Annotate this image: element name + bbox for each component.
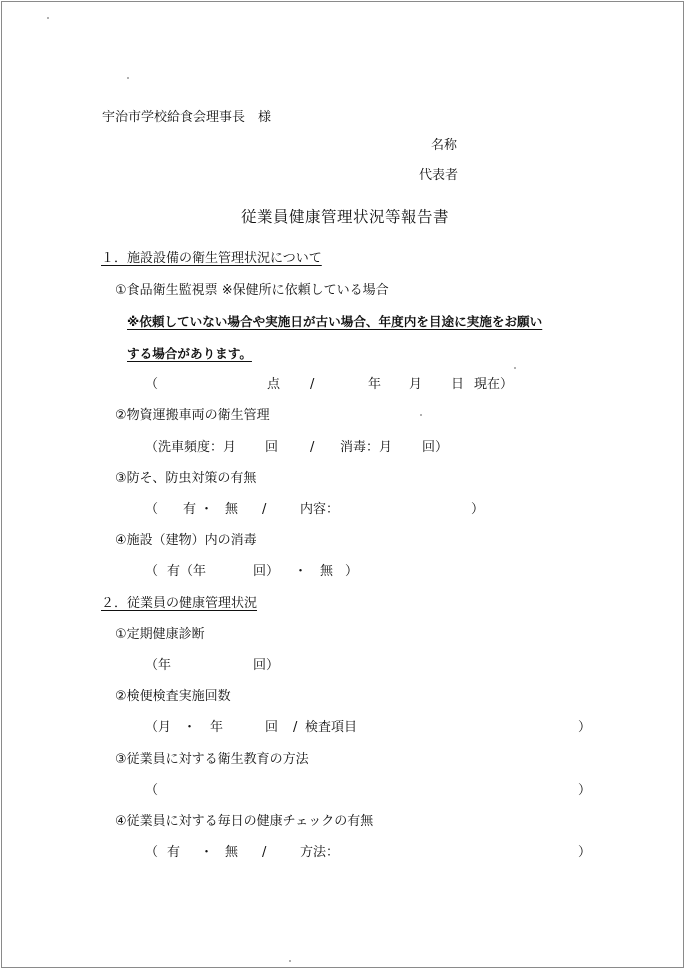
s2-item1-year-open: （年 [145, 658, 172, 673]
document-title: 従業員健康管理状況等報告書 [241, 208, 450, 226]
s1-item4-label: ④施設（建物）内の消毒 [115, 533, 257, 548]
s1-item3-no: 無 [225, 502, 239, 517]
s2-item4-open: （ [145, 845, 159, 860]
s1-item4-times-close: 回） [253, 564, 280, 579]
sender-rep-label: 代表者 [419, 168, 459, 183]
sender-name-label: 名称 [431, 138, 458, 153]
s2-item3-open: （ [145, 783, 159, 798]
s1-item1-slash: / [310, 377, 315, 392]
s1-item3-dot: ・ [200, 502, 214, 517]
s1-item3-yes: 有 [183, 502, 197, 517]
section1-heading: １．施設設備の衛生管理状況について [101, 251, 322, 266]
s1-item1-current: 現在） [474, 377, 514, 392]
scan-speck [47, 17, 49, 19]
scan-speck [127, 77, 129, 79]
addressee: 宇治市学校給食会理事長 様 [102, 110, 272, 125]
s2-item2-items: 検査項目 [305, 720, 358, 735]
s1-item4-close: ） [345, 564, 359, 579]
s1-item2-label: ②物資運搬車両の衛生管理 [115, 408, 270, 423]
s2-item2-month-open: （月 [145, 720, 172, 735]
s1-item1-label: ①食品衛生監視票 ※保健所に依頼している場合 [115, 283, 389, 298]
s2-item4-method: 方法： [300, 845, 340, 860]
s1-item1-points: 点 [267, 377, 281, 392]
s2-item2-label: ②検便検査実施回数 [115, 689, 231, 704]
s1-item2-disinfect: 消毒：月 [340, 440, 393, 455]
scan-speck [420, 414, 422, 416]
s2-item3-close: ） [578, 783, 592, 798]
s1-item3-open: （ [145, 502, 159, 517]
s1-item3-label: ③防そ、防虫対策の有無 [115, 471, 257, 486]
scan-speck [514, 367, 516, 369]
s1-item2-times1: 回 [265, 440, 279, 455]
s1-item4-no: 無 [320, 564, 334, 579]
s2-item4-label: ④従業員に対する毎日の健康チェックの有無 [115, 814, 374, 829]
s2-item2-times: 回 [265, 720, 279, 735]
s2-item4-slash: / [262, 845, 267, 860]
s2-item4-close: ） [578, 845, 592, 860]
s1-item1-note-line2: する場合があります。 [127, 346, 252, 361]
s2-item2-slash: / [293, 720, 298, 735]
s1-item3-slash: / [262, 502, 267, 517]
s1-item1-open: （ [145, 377, 159, 392]
s1-item1-day: 日 [451, 377, 465, 392]
s1-item3-close: ） [471, 502, 485, 517]
s1-item4-open: （ [145, 564, 159, 579]
s1-item1-note-line1: ※依頼していない場合や実施日が古い場合、年度内を目途に実施をお願い [127, 314, 543, 329]
scan-speck [289, 960, 291, 962]
s1-item1-month: 月 [409, 377, 423, 392]
s2-item4-no: 無 [225, 845, 239, 860]
s2-item2-dot: ・ [183, 720, 197, 735]
s1-item3-content: 内容： [300, 502, 340, 517]
s2-item1-times-close: 回） [253, 658, 280, 673]
s1-item1-year: 年 [368, 377, 382, 392]
s2-item3-label: ③従業員に対する衛生教育の方法 [115, 752, 309, 767]
s1-item2-slash: / [310, 440, 315, 455]
s2-item2-year: 年 [210, 720, 224, 735]
section2-heading: ２．従業員の健康管理状況 [101, 596, 258, 611]
s1-item4-dot: ・ [294, 564, 308, 579]
s1-item2-times2: 回） [422, 440, 449, 455]
s1-item4-yes-year: 有（年 [167, 564, 207, 579]
s2-item2-close: ） [578, 720, 592, 735]
s1-item2-wash: （洗車頻度：月 [145, 440, 237, 455]
s2-item4-yes: 有 [167, 845, 181, 860]
s2-item1-label: ①定期健康診断 [115, 627, 205, 642]
s2-item4-dot: ・ [200, 845, 214, 860]
